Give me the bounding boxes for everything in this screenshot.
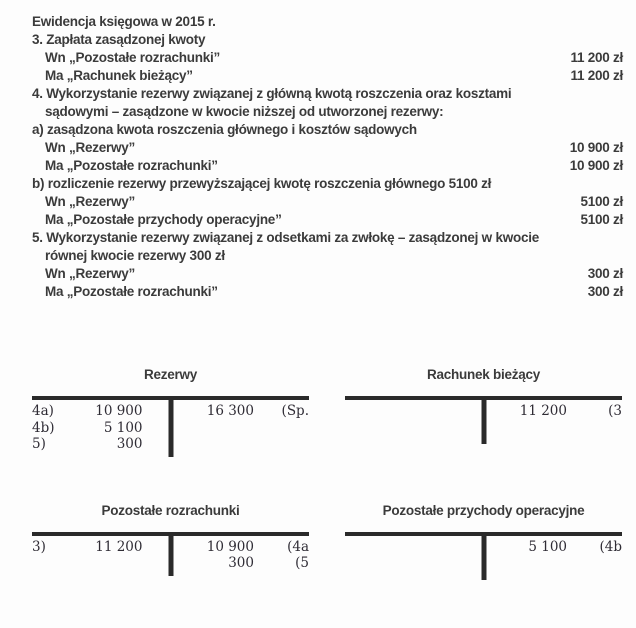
ledger-line-text: Ma „Pozostałe przychody operacyjne”	[45, 212, 282, 227]
ledger-line-text: b) rozliczenie rezerwy przewyższającej kwotę roszczenia głównego 5100 zł	[32, 176, 492, 191]
ledger-line-amount: 300 zł	[587, 284, 623, 299]
t-account-credit-side	[171, 403, 310, 453]
t-account	[32, 503, 309, 572]
t-accounts-grid	[32, 367, 623, 572]
t-account-entry-amount: 10 900	[206, 538, 254, 555]
ledger-line-text: 3. Zapłata zasądzonej kwoty	[32, 32, 206, 47]
t-account	[345, 503, 622, 572]
ledger-line	[32, 247, 623, 265]
ledger-line-text: Ma „Pozostałe rozrachunki”	[45, 158, 218, 173]
t-account-entry-label: (Sp.	[281, 403, 309, 419]
ledger-line-text: 5. Wykorzystanie rezerwy związanej z odsetkami za zwłokę – zasądzonej w kwocie	[32, 230, 539, 245]
t-account-debit-side	[345, 539, 484, 556]
t-account-debit-side	[32, 539, 171, 572]
ledger-line	[32, 31, 623, 49]
t-account-debit-row	[32, 436, 171, 453]
ledger-line	[32, 265, 623, 283]
ledger-text-block	[32, 13, 623, 301]
t-account-entry-label: (5	[295, 555, 309, 571]
ledger-line	[32, 175, 623, 193]
t-account-credit-row	[181, 555, 310, 572]
ledger-line	[32, 157, 623, 175]
t-account-debit-side	[32, 403, 171, 453]
t-account-credit-side	[484, 403, 623, 420]
t-account	[32, 367, 309, 453]
t-account-title: Pozostałe rozrachunki	[101, 502, 240, 518]
ledger-line	[32, 49, 623, 67]
ledger-line-text: Wn „Rezerwy”	[45, 140, 136, 155]
t-account-credit-row	[494, 539, 623, 556]
t-account-credit-row	[181, 539, 310, 556]
t-account-body	[32, 396, 309, 453]
document-heading-line	[32, 13, 623, 31]
ledger-line-amount: 10 900 zł	[569, 140, 623, 155]
t-account-title: Pozostałe przychody operacyjne	[382, 502, 585, 518]
ledger-line	[32, 229, 623, 247]
ledger-line-amount: 5100 zł	[580, 194, 623, 209]
t-account-entry-amount: 11 200	[519, 403, 567, 419]
t-account-entry-amount: 5 100	[528, 538, 567, 555]
ledger-line-text: Wn „Rezerwy”	[45, 266, 136, 281]
ledger-line-text: Wn „Rezerwy”	[45, 194, 136, 209]
ledger-lines	[32, 31, 623, 301]
ledger-line	[32, 193, 623, 211]
ledger-line-text: Ma „Rachunek bieżący”	[45, 68, 193, 83]
t-account-title: Rachunek bieżący	[426, 367, 541, 382]
ledger-line-amount: 5100 zł	[580, 212, 623, 227]
document-heading: Ewidencja księgowa w 2015 r.	[32, 14, 216, 29]
ledger-line	[32, 211, 623, 229]
ledger-line-text: sądowymi – zasądzone w kwocie niższej od utworzonej rezerwy:	[45, 104, 444, 119]
ledger-line	[32, 103, 623, 121]
t-account-entry-label: (4a	[287, 538, 309, 555]
t-account-entry-amount: 300	[116, 436, 143, 452]
t-account-entry-amount: 10 900	[95, 403, 143, 419]
t-account	[345, 367, 622, 453]
t-account-credit-side	[171, 539, 310, 572]
t-account-debit-row	[32, 420, 171, 437]
ledger-line-text: Wn „Pozostałe rozrachunki”	[45, 50, 221, 65]
t-account-entry-label: 3)	[32, 538, 46, 555]
t-account-credit-row	[494, 403, 623, 420]
ledger-line	[32, 283, 623, 301]
t-account-entry-label: (3	[608, 403, 622, 419]
t-account-debit-side	[345, 403, 484, 420]
t-account-entry-label: (4b	[599, 538, 622, 555]
ledger-line-text: Ma „Pozostałe rozrachunki”	[45, 284, 218, 299]
ledger-line-text: równej kwocie rezerwy 300 zł	[45, 248, 225, 263]
ledger-line-text: 4. Wykorzystanie rezerwy związanej z główną kwotą roszczenia oraz kosztami	[32, 86, 512, 101]
t-account-credit-side	[484, 539, 623, 556]
t-account-entry-label: 4a)	[32, 403, 54, 419]
ledger-line-amount: 10 900 zł	[569, 158, 623, 173]
ledger-line	[32, 121, 623, 139]
ledger-line-amount: 300 zł	[587, 266, 623, 281]
t-account-debit-row	[32, 539, 171, 556]
ledger-line-amount: 11 200 zł	[570, 68, 623, 83]
t-account-entry-label: 4b)	[32, 419, 55, 436]
ledger-line	[32, 85, 623, 103]
t-account-credit-row	[181, 403, 310, 420]
t-account-body	[345, 396, 622, 420]
t-account-debit-row	[32, 403, 171, 420]
t-account-entry-amount: 5 100	[103, 419, 143, 436]
t-account-divider	[168, 400, 173, 457]
t-account-entry-label: 5)	[32, 436, 46, 452]
t-account-entry-amount: 11 200	[95, 538, 143, 555]
ledger-line-amount: 11 200 zł	[570, 50, 623, 65]
t-account-body	[32, 532, 309, 572]
t-account-title: Rezerwy	[143, 367, 198, 382]
t-account-entry-amount: 16 300	[206, 403, 254, 419]
ledger-line-text: a) zasądzona kwota roszczenia głównego i kosztów sądowych	[32, 122, 417, 137]
t-account-body	[345, 532, 622, 556]
ledger-line	[32, 67, 623, 85]
t-account-entry-amount: 300	[228, 555, 254, 571]
t-account-divider	[481, 536, 486, 580]
ledger-line	[32, 139, 623, 157]
t-account-divider	[481, 400, 486, 444]
t-account-divider	[168, 536, 173, 576]
